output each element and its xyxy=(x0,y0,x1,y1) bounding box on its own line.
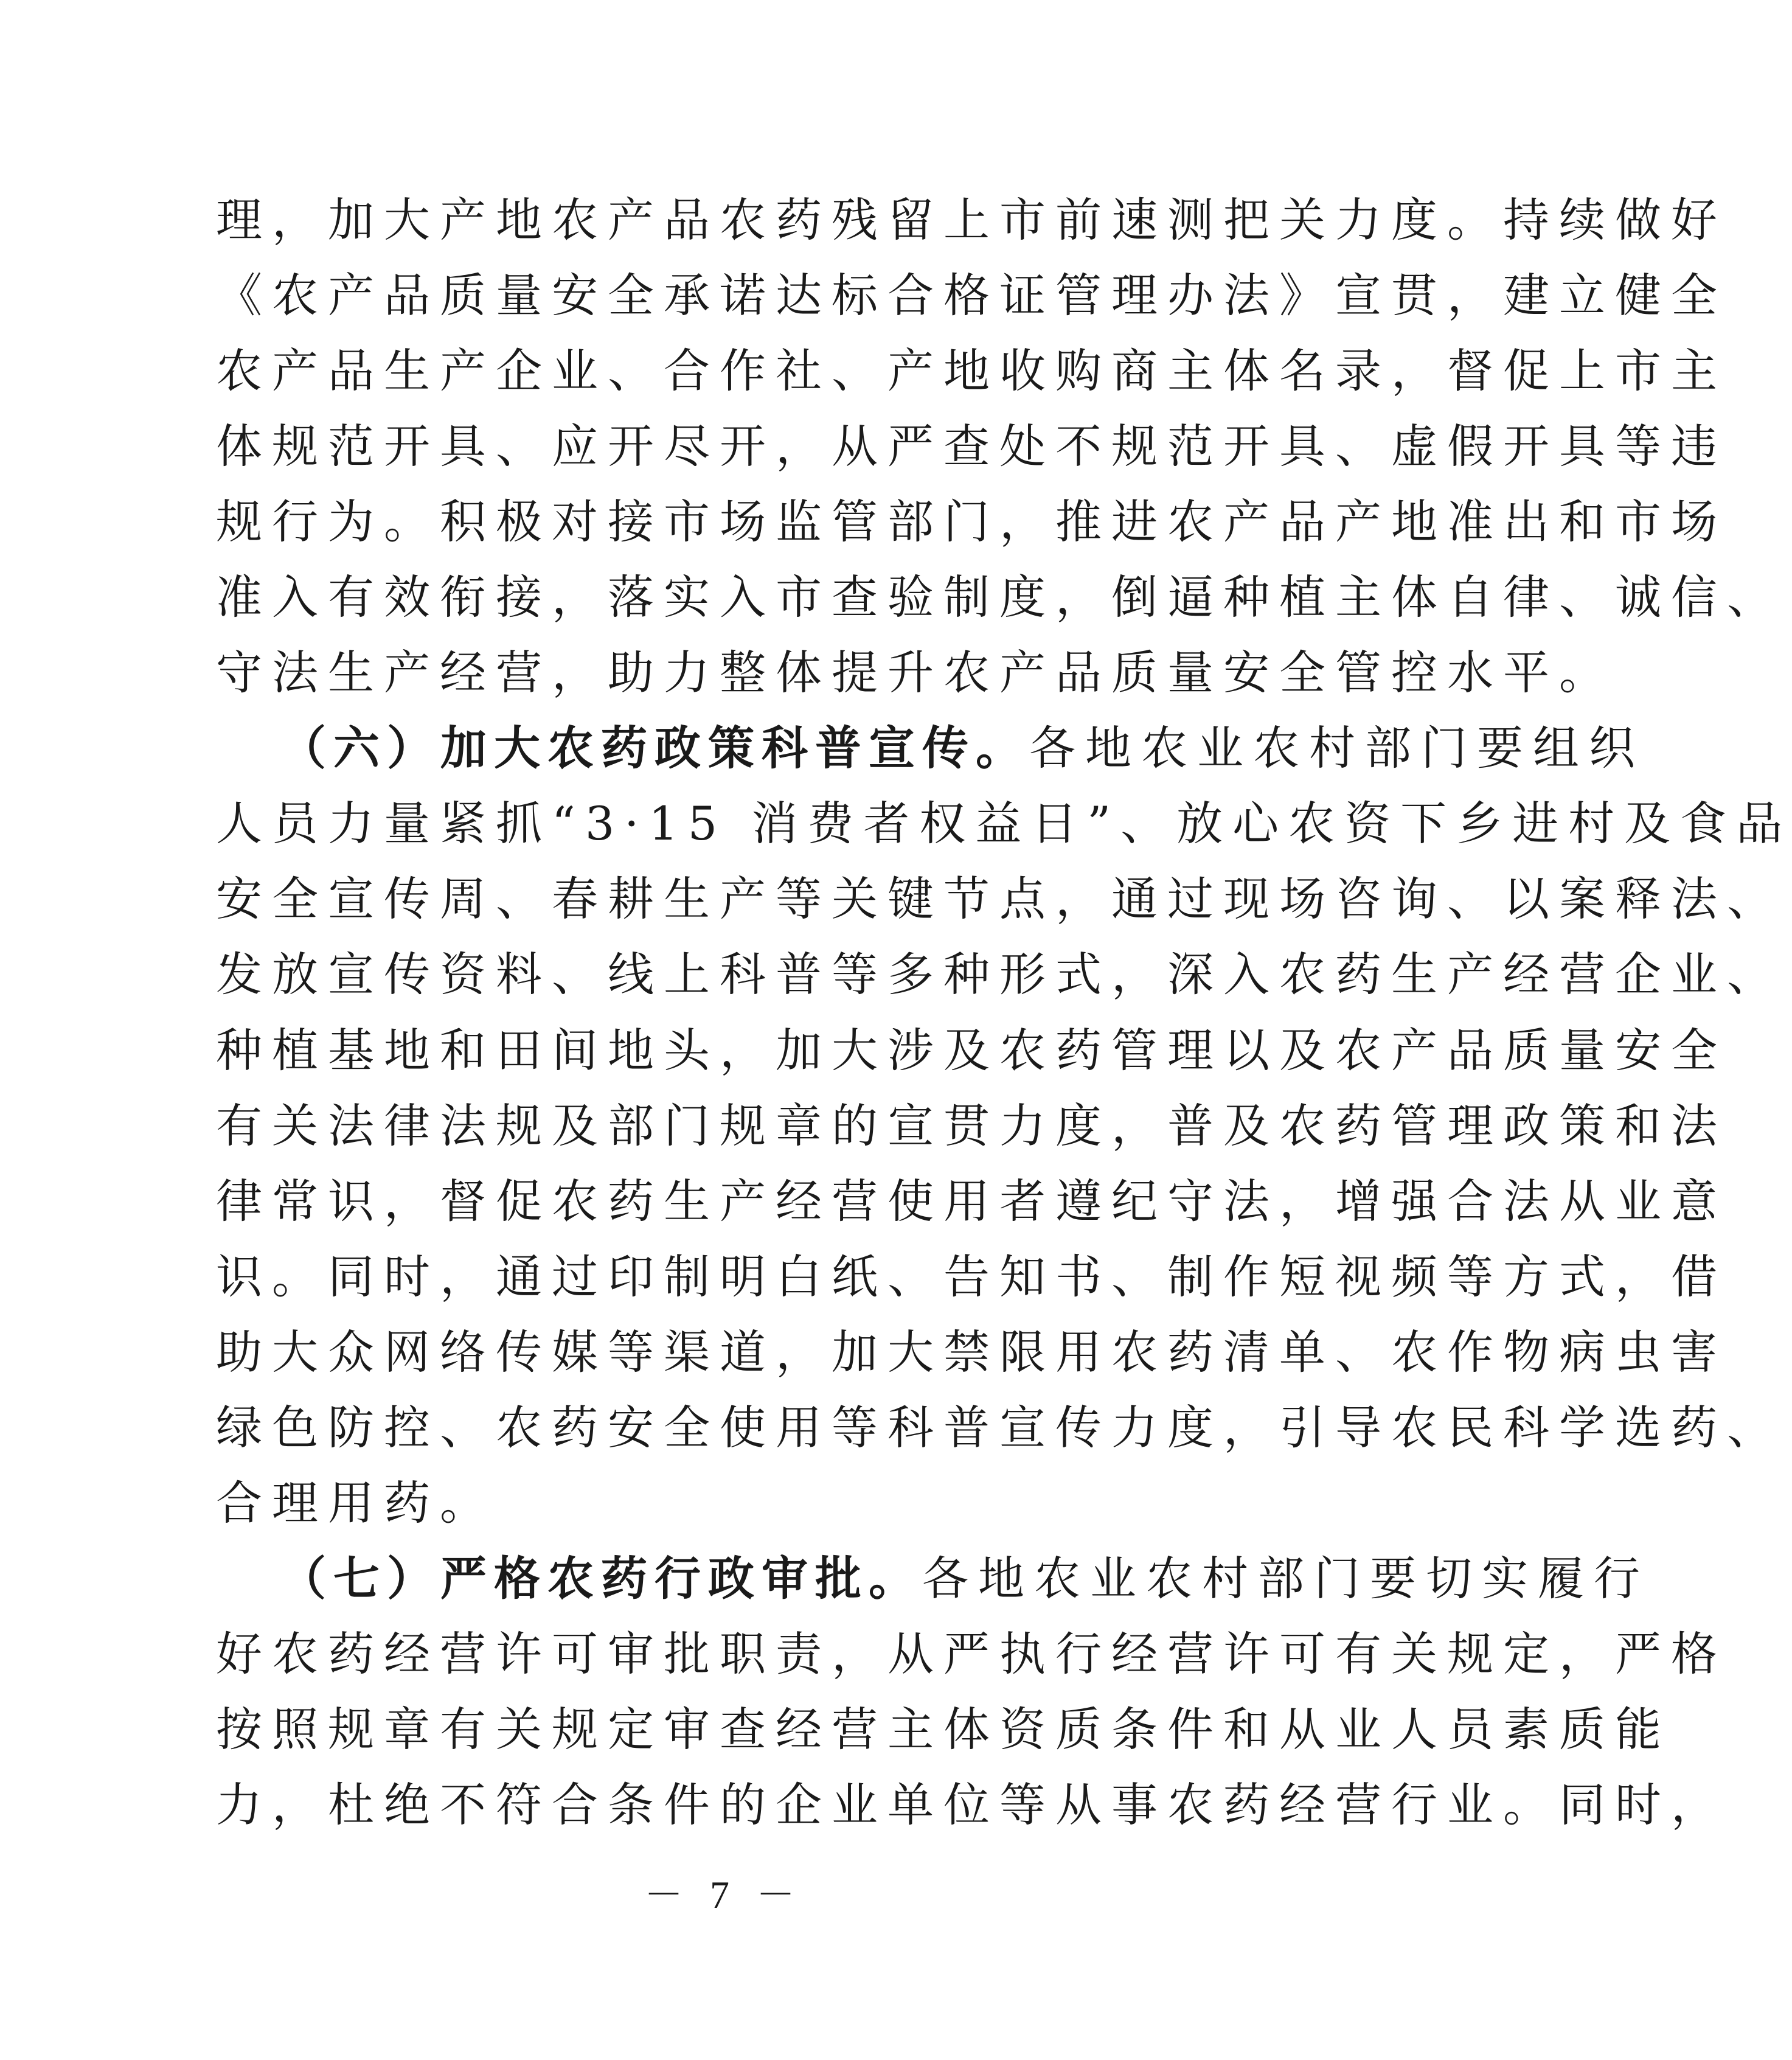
text-line: 准入有效衔接，落实入市查验制度，倒逼种植主体自律、诚信、 xyxy=(216,570,1783,624)
text-line: 按照规章有关规定审查经营主体资质条件和从业人员素质能 xyxy=(216,1702,1671,1756)
text-line: 绿色防控、农药安全使用等科普宣传力度，引导农民科学选药、 xyxy=(216,1401,1783,1455)
page-number: － 7 － xyxy=(644,1873,804,1916)
text-line: 《农产品质量安全承诺达标合格证管理办法》宣贯，建立健全 xyxy=(216,268,1727,322)
text-line: 力，杜绝不符合条件的企业单位等从事农药经营行业。同时， xyxy=(216,1778,1727,1832)
text-line: 人员力量紧抓“3·15 消费者权益日”、放心农资下乡进村及食品 xyxy=(216,796,1792,851)
section-lead-6: 各地农业农村部门要组织 xyxy=(1029,721,1645,775)
text-line: 安全宣传周、春耕生产等关键节点，通过现场咨询、以案释法、 xyxy=(216,872,1783,926)
text-line: 理，加大产地农产品农药残留上市前速测把关力度。持续做好 xyxy=(216,193,1727,247)
text-line: 有关法律法规及部门规章的宣贯力度，普及农药管理政策和法 xyxy=(216,1099,1727,1153)
text-line: 识。同时，通过印制明白纸、告知书、制作短视频等方式，借 xyxy=(216,1250,1727,1304)
section-lead-7: 各地农业农村部门要切实履行 xyxy=(922,1551,1650,1606)
section-heading-line-7 xyxy=(280,1541,1650,1616)
text-line: 农产品生产企业、合作社、产地收购商主体名录，督促上市主 xyxy=(216,344,1727,398)
text-line: 规行为。积极对接市场监管部门，推进农产品产地准出和市场 xyxy=(216,495,1727,549)
section-heading-6: （六）加大农药政策科普宣传。 xyxy=(280,721,1029,775)
text-line: 助大众网络传媒等渠道，加大禁限用农药清单、农作物病虫害 xyxy=(216,1325,1727,1379)
text-line: 合理用药。 xyxy=(216,1476,496,1530)
text-line: 守法生产经营，助力整体提升农产品质量安全管控水平。 xyxy=(216,645,1615,700)
text-line: 发放宣传资料、线上科普等多种形式，深入农药生产经营企业、 xyxy=(216,947,1783,1001)
section-heading-7: （七）严格农药行政审批。 xyxy=(280,1551,922,1606)
text-line: 好农药经营许可审批职责，从严执行经营许可有关规定，严格 xyxy=(216,1627,1727,1681)
text-line: 律常识，督促农药生产经营使用者遵纪守法，增强合法从业意 xyxy=(216,1174,1727,1228)
text-line: 体规范开具、应开尽开，从严查处不规范开具、虚假开具等违 xyxy=(216,419,1727,473)
text-line: 种植基地和田间地头，加大涉及农药管理以及农产品质量安全 xyxy=(216,1023,1727,1077)
section-heading-line-6 xyxy=(280,711,1645,786)
